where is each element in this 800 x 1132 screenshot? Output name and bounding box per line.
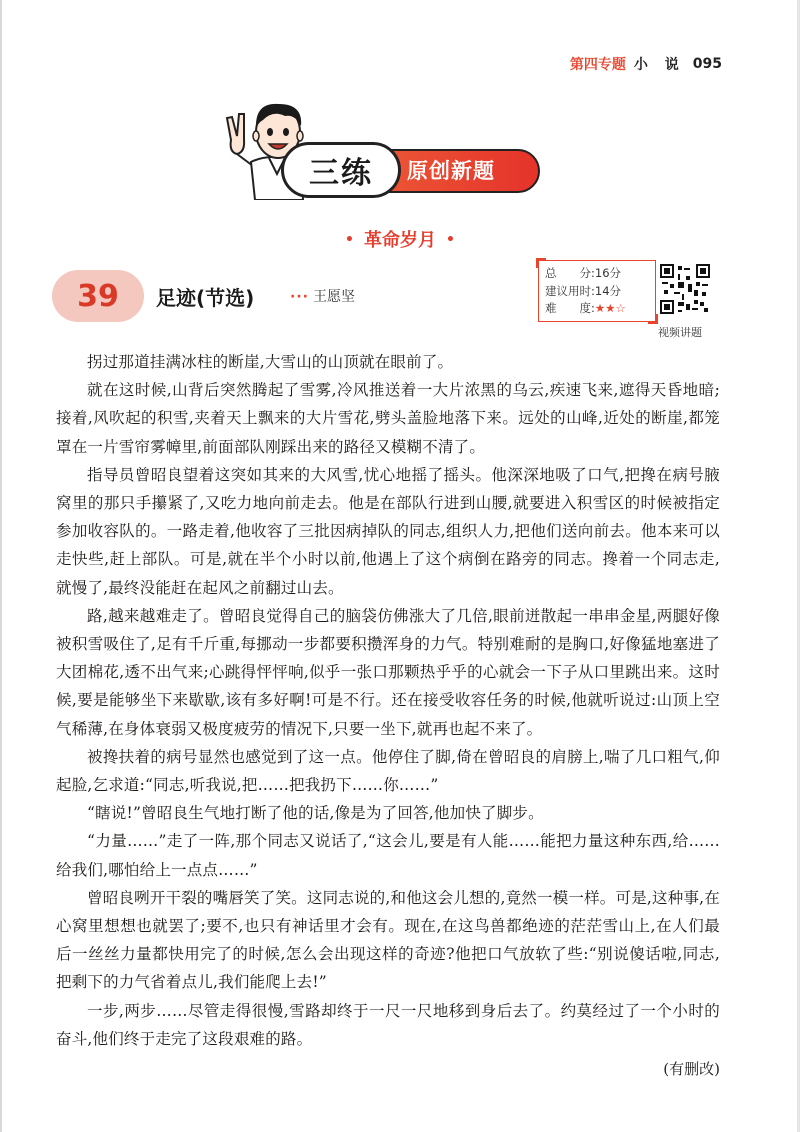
qr-code-icon[interactable] bbox=[660, 264, 710, 314]
story-title: 足迹(节选) bbox=[156, 286, 255, 310]
section-dot-right: • bbox=[446, 232, 455, 248]
qr-caption: 视频讲题 bbox=[658, 326, 702, 339]
banner-sub-label: 原创新题 bbox=[407, 159, 495, 183]
section-label-text: 革命岁月 bbox=[364, 230, 436, 251]
story-body bbox=[56, 348, 720, 1053]
paragraph: “瞎说!”曾昭良生气地打断了他的话,像是为了回答,他加快了脚步。 bbox=[87, 804, 544, 823]
paragraph: 被搀扶着的病号显然也感觉到了这一点。他停住了脚,倚在曾昭良的肩膀上,喘了几口粗气,仰起脸,乞求道:“同志,听我说,把……把我扔下……你……” bbox=[56, 747, 720, 795]
paragraph: 一步,两步……尽管走得很慢,雪路却终于一尺一尺地移到身后去了。约莫经过了一个小时的奋斗,他们终于走完了这段艰难的路。 bbox=[56, 1001, 720, 1048]
section-dot-left: • bbox=[345, 232, 354, 248]
story-number-badge: 39 bbox=[52, 270, 144, 322]
author-name: 王愿坚 bbox=[312, 289, 355, 305]
story-author bbox=[290, 286, 355, 306]
author-dots: ··· bbox=[290, 289, 309, 305]
total-score: 总 分:16分 bbox=[545, 266, 622, 280]
difficulty-stars: ★★☆ bbox=[594, 301, 626, 315]
section-banner bbox=[223, 96, 543, 200]
paragraph: 就在这时候,山背后突然腾起了雪雾,冷风推送着一大片浓黑的乌云,疾速飞来,遮得天昏地暗;接着,风吹起的积雪,夹着天上飘来的大片雪花,劈头盖脸地落下来。远处的山峰,近处的断崖,都笼罩在一片雪帘雾幛里,前面部队刚踩出来的路径又模糊不清了。 bbox=[56, 381, 720, 456]
edit-note: (有删改) bbox=[663, 1060, 720, 1078]
section-label bbox=[0, 226, 800, 252]
page-number: 095 bbox=[692, 56, 722, 72]
difficulty-label: 难 度: bbox=[545, 301, 595, 315]
banner-main-label: 三练 bbox=[281, 142, 401, 198]
scan-edge-left bbox=[0, 0, 2, 1132]
info-box bbox=[538, 260, 656, 322]
paragraph: 路,越来越难走了。曾昭良觉得自己的脑袋仿佛涨大了几倍,眼前迸散起一串串金星,两腿好像被积雪吸住了,足有千斤重,每挪动一步都要积攒浑身的力气。特别难耐的是胸口,好像猛地塞进了大团棉花,透不出气来;心跳得怦怦响,似乎一张口那颗热乎乎的心就会一下子从口里跳出来。这时候,要是能够坐下来歇歇,该有多好啊!可是不行。还在接受收容任务的时候,他就听说过:山顶上空气稀薄,在身体衰弱又极度疲劳的情况下,只要一坐下,就再也起不来了。 bbox=[56, 606, 720, 738]
running-header bbox=[570, 54, 722, 74]
header-topic: 第四专题 bbox=[569, 57, 626, 73]
suggested-time: 建议用时:14分 bbox=[545, 283, 622, 298]
difficulty bbox=[545, 300, 649, 318]
paragraph: 曾昭良咧开干裂的嘴唇笑了笑。这同志说的,和他这会儿想的,竟然一模一样。可是,这种事,在心窝里想想也就罢了;要不,也只有神话里才会有。现在,在这鸟兽都绝迹的茫茫雪山上,在人们最后一丝丝力量都快用完了的时候,怎么会出现这样的奇迹?他把口气放软了些:“别说傻话啦,同志,把剩下的力气省着点儿,我们能爬上去!” bbox=[56, 888, 720, 992]
paragraph: “力量……”走了一阵,那个同志又说话了,“这会儿,要是有人能……能把力量这种东西,给……给我们,哪怕给上一点点……” bbox=[56, 832, 720, 879]
paragraph: 拐过那道挂满冰柱的断崖,大雪山的山顶就在眼前了。 bbox=[87, 353, 454, 371]
header-subject: 小 说 bbox=[633, 57, 685, 73]
paragraph: 指导员曾昭良望着这突如其来的大风雪,忧心地摇了摇头。他深深地吸了口气,把搀在病号腋窝里的那只手攥紧了,又吃力地向前走去。他是在部队行进到山腰,就要进入积雪区的时候被指定参加收容队的。一路走着,他收容了三批因病掉队的同志,组织人力,把他们送向前去。他本来可以走快些,赶上部队。可是,就在半个小时以前,他遇上了这个病倒在路旁的同志。搀着一个同志走,就慢了,最终没能赶在起风之前翻过山去。 bbox=[56, 465, 720, 597]
